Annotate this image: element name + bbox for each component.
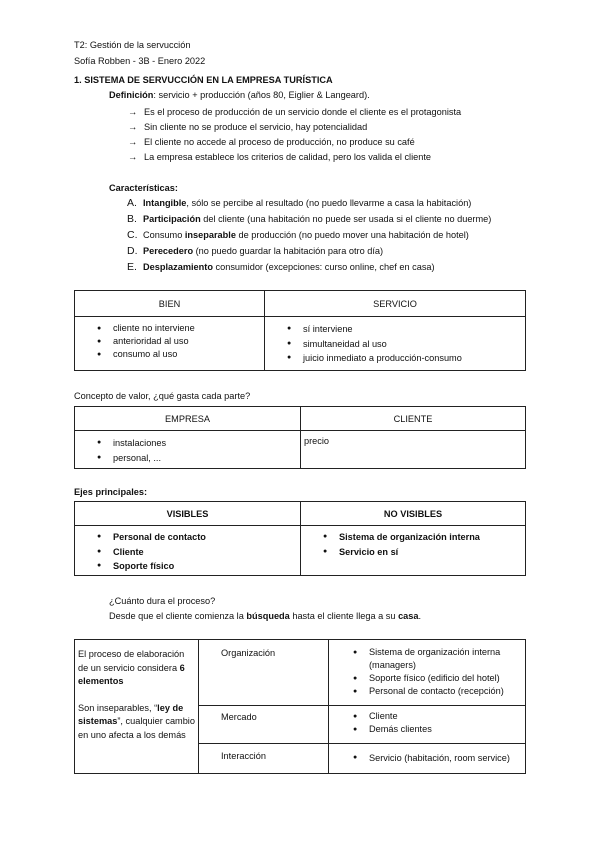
interaccion-cell [329, 744, 526, 774]
characteristic-keyword: Perecedero [143, 246, 194, 256]
duracion-keyword: casa [398, 611, 419, 621]
visibles-header: VISIBLES [75, 502, 301, 526]
servicio-cell [265, 317, 526, 371]
list-item: ● Servicio (habitación, room service) [351, 751, 525, 766]
definition-label: Definición [109, 90, 154, 100]
characteristic-keyword: Intangible [143, 198, 187, 208]
ejes-title: Ejes principales: [74, 487, 148, 497]
mercado-label: Mercado [199, 706, 329, 744]
arrow-icon: → [128, 122, 138, 132]
characteristic-letter: C. [127, 229, 138, 241]
list-item: ● instalaciones [95, 436, 300, 451]
bien-cell [75, 317, 265, 371]
duracion-text: Desde que el cliente comienza la [109, 611, 247, 621]
arrow-item-text: Sin cliente no se produce el servicio, hay potencialidad [144, 122, 368, 132]
characteristic-letter: A. [127, 197, 137, 209]
doc-author: Sofía Robben - 3B - Enero 2022 [74, 56, 206, 66]
list-item: ● cliente no interviene [95, 322, 264, 335]
list-item: ● Demás clientes [351, 723, 525, 736]
list-item: ● Personal de contacto (recepción) [351, 685, 521, 698]
empresa-cell [75, 431, 301, 469]
elementos-description [78, 648, 196, 689]
bien-servicio-table [74, 290, 526, 371]
duracion-text: . [418, 611, 422, 621]
characteristic-item [127, 245, 383, 257]
list-item: ● Personal de contacto [95, 530, 300, 545]
characteristic-keyword: Participación [143, 214, 201, 224]
valor-question: Concepto de valor, ¿qué gasta cada parte? [74, 391, 251, 401]
elementos-text: ”, cualquier cambio en uno afecta a los demás [78, 716, 195, 740]
list-item: ● simultaneidad al uso [285, 337, 525, 352]
organizacion-label: Organización [199, 640, 329, 706]
arrow-item-text: El cliente no accede al proceso de producción, no produce su café [144, 137, 415, 147]
mercado-cell [329, 706, 526, 744]
arrow-item-text: La empresa establece los criterios de calidad, pero los valida el cliente [144, 152, 432, 162]
elementos-keyword: ley de sistemas [78, 702, 184, 726]
list-item: ● Sistema de organización interna [321, 530, 525, 545]
characteristic-item [127, 197, 471, 209]
section-title: 1. SISTEMA DE SERVUCCIÓN EN LA EMPRESA TURÍSTICA [74, 75, 333, 85]
list-item: ● Soporte físico (edificio del hotel) [351, 672, 521, 685]
arrow-item [128, 122, 367, 132]
arrow-item-text: Es el proceso de producción de un servicio donde el cliente es el protagonista [144, 107, 462, 117]
empresa-header: EMPRESA [75, 407, 301, 431]
elementos-text: Son inseparables, “ [78, 702, 158, 713]
characteristic-text: consumidor (excepciones: curso online, chef en casa) [212, 262, 435, 272]
arrow-item [128, 152, 431, 162]
duracion-keyword: búsqueda [246, 611, 290, 621]
elementos-description-cell [75, 640, 199, 774]
list-item: ● Soporte físico [95, 559, 300, 574]
characteristic-keyword: inseparable [184, 230, 236, 240]
elementos-text: El proceso de elaboración de un servicio considera [78, 649, 185, 673]
arrow-icon: → [128, 152, 138, 162]
no-visibles-header: NO VISIBLES [301, 502, 526, 526]
arrow-icon: → [128, 107, 138, 117]
characteristic-text: del cliente (una habitación no puede ser usada si el cliente no duerme) [200, 214, 492, 224]
list-item: ● Sistema de organización interna (managers) [351, 646, 521, 672]
characteristic-keyword: Desplazamiento [143, 262, 213, 272]
definition-text: : servicio + producción (años 80, Eiglier & Langeard). [153, 90, 370, 100]
list-item: ● sí interviene [285, 322, 525, 337]
bien-header: BIEN [75, 291, 265, 317]
arrow-icon: → [128, 137, 138, 147]
ejes-table [74, 501, 526, 576]
no-visibles-cell [301, 526, 526, 576]
arrow-item [128, 137, 415, 147]
organizacion-cell [329, 640, 526, 706]
duracion-answer [109, 611, 421, 621]
list-item: ● Cliente [95, 545, 300, 560]
characteristic-item [127, 213, 491, 225]
characteristic-item [127, 261, 435, 273]
valor-table [74, 406, 526, 469]
list-item: ● consumo al uso [95, 348, 264, 361]
definition [109, 90, 370, 100]
cliente-header: CLIENTE [301, 407, 526, 431]
duracion-question: ¿Cuánto dura el proceso? [109, 596, 216, 606]
characteristic-letter: B. [127, 213, 137, 225]
doc-subtitle: T2: Gestión de la servucción [74, 40, 191, 50]
characteristic-text: , sólo se percibe al resultado (no puedo llevarme a casa la habitación) [186, 198, 472, 208]
interaccion-label: Interacción [199, 744, 329, 774]
characteristic-letter: E. [127, 261, 137, 273]
duracion-text: hasta el cliente llega a su [289, 611, 399, 621]
characteristic-text: (no puedo guardar la habitación para otro día) [193, 246, 384, 256]
list-item: ● Servicio en sí [321, 545, 525, 560]
list-item: ● anterioridad al uso [95, 335, 264, 348]
characteristics-title: Características: [109, 183, 178, 193]
cliente-cell: precio [301, 431, 526, 469]
elementos-keyword: 6 elementos [78, 662, 185, 686]
characteristic-letter: D. [127, 245, 138, 257]
list-item: ● juicio inmediato a producción-consumo [285, 351, 525, 366]
visibles-cell [75, 526, 301, 576]
characteristic-text: de producción (no puedo mover una habitación de hotel) [235, 230, 469, 240]
characteristic-text: Consumo [143, 230, 185, 240]
list-item: ● personal, ... [95, 451, 300, 466]
elementos-table [74, 639, 526, 774]
ley-sistemas-description [78, 702, 196, 743]
servicio-header: SERVICIO [265, 291, 526, 317]
arrow-item [128, 107, 461, 117]
characteristic-item [127, 229, 469, 241]
list-item: ● Cliente [351, 710, 525, 723]
